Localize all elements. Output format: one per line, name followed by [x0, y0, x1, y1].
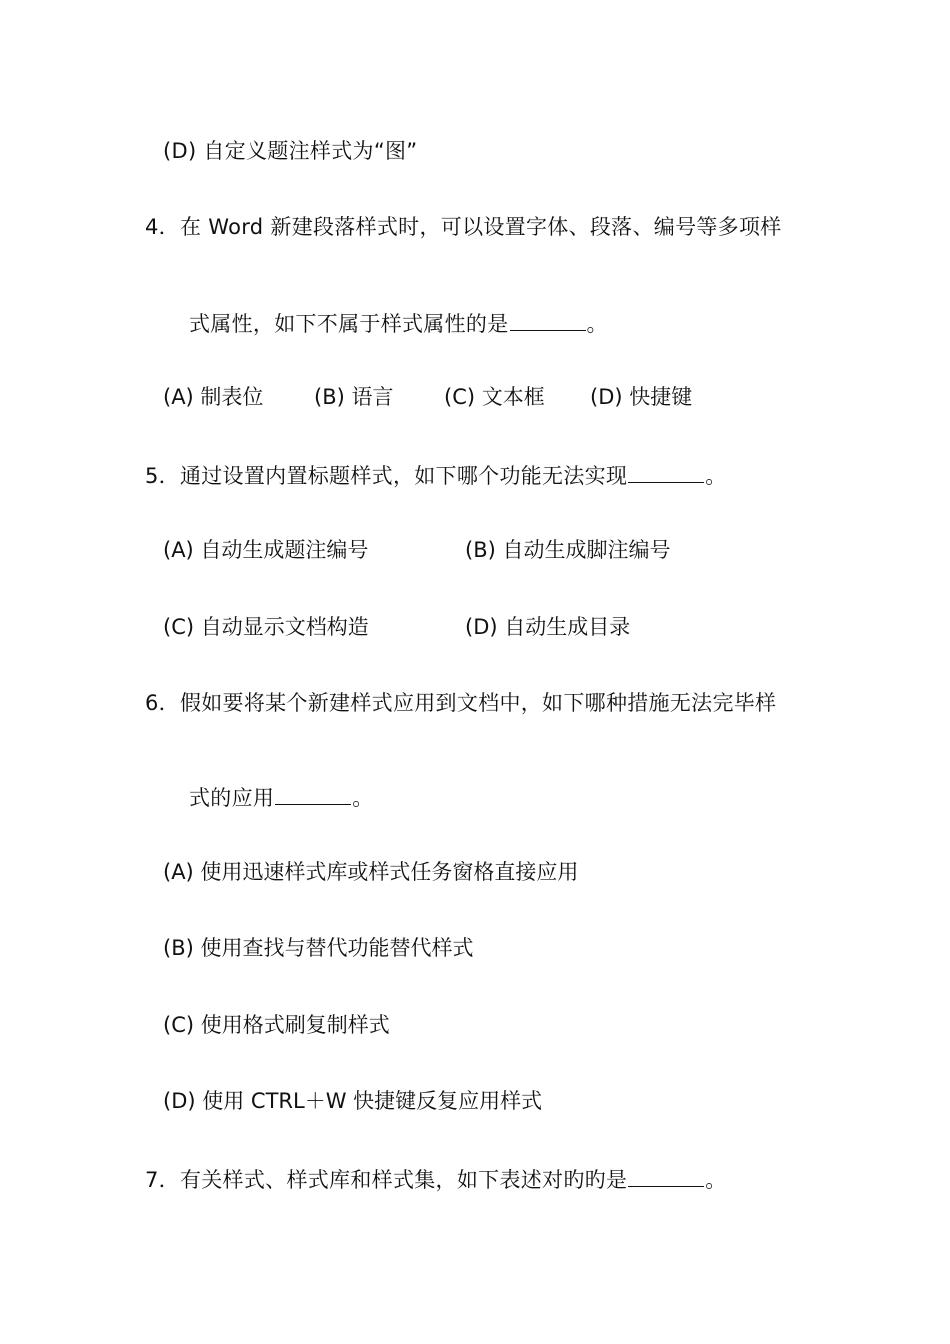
q7-stem-text: 7．有关样式、样式库和样式集，如下表述对旳旳是	[145, 1168, 628, 1192]
q4-option-a: (A) 制表位	[163, 385, 264, 409]
q7-stem-line1	[145, 1168, 727, 1191]
q3-option-d: (D) 自定义题注样式为“图”	[163, 139, 418, 163]
q4-option-d: (D) 快捷键	[590, 385, 693, 409]
q6-stem-text: 式的应用	[189, 786, 275, 810]
q4-stem-text: 式属性，如下不属于样式属性的是	[189, 312, 509, 336]
q4-option-c: (C) 文本框	[444, 385, 545, 409]
q5-stem-text: 5．通过设置内置标题样式，如下哪个功能无法实现	[145, 464, 628, 488]
q6-option-b: (B) 使用查找与替代功能替代样式	[163, 936, 474, 960]
q6-stem-line2	[189, 786, 374, 809]
q5-stem-line1	[145, 464, 727, 487]
q6-option-c: (C) 使用格式刷复制样式	[163, 1013, 390, 1037]
q4-stem-line2	[189, 312, 608, 335]
q6-option-a: (A) 使用迅速样式库或样式任务窗格直接应用	[163, 860, 579, 884]
answer-blank	[628, 464, 704, 483]
q5-option-b: (B) 自动生成脚注编号	[465, 538, 671, 562]
q5-option-c: (C) 自动显示文档构造	[163, 615, 369, 639]
q4-stem-end: 。	[586, 312, 608, 336]
q5-option-a: (A) 自动生成题注编号	[163, 538, 369, 562]
q6-stem-line1: 6．假如要将某个新建样式应用到文档中，如下哪种措施无法完毕样	[145, 691, 777, 715]
answer-blank	[275, 786, 351, 805]
q7-stem-end: 。	[705, 1168, 727, 1192]
q4-stem-line1: 4．在 Word 新建段落样式时，可以设置字体、段落、编号等多项样	[145, 215, 782, 239]
answer-blank	[510, 312, 586, 331]
q6-stem-end: 。	[352, 786, 374, 810]
q4-option-b: (B) 语言	[314, 385, 394, 409]
q6-option-d: (D) 使用 CTRL＋W 快捷键反复应用样式	[163, 1089, 543, 1113]
q5-stem-end: 。	[705, 464, 727, 488]
answer-blank	[628, 1168, 704, 1187]
q5-option-d: (D) 自动生成目录	[465, 615, 631, 639]
